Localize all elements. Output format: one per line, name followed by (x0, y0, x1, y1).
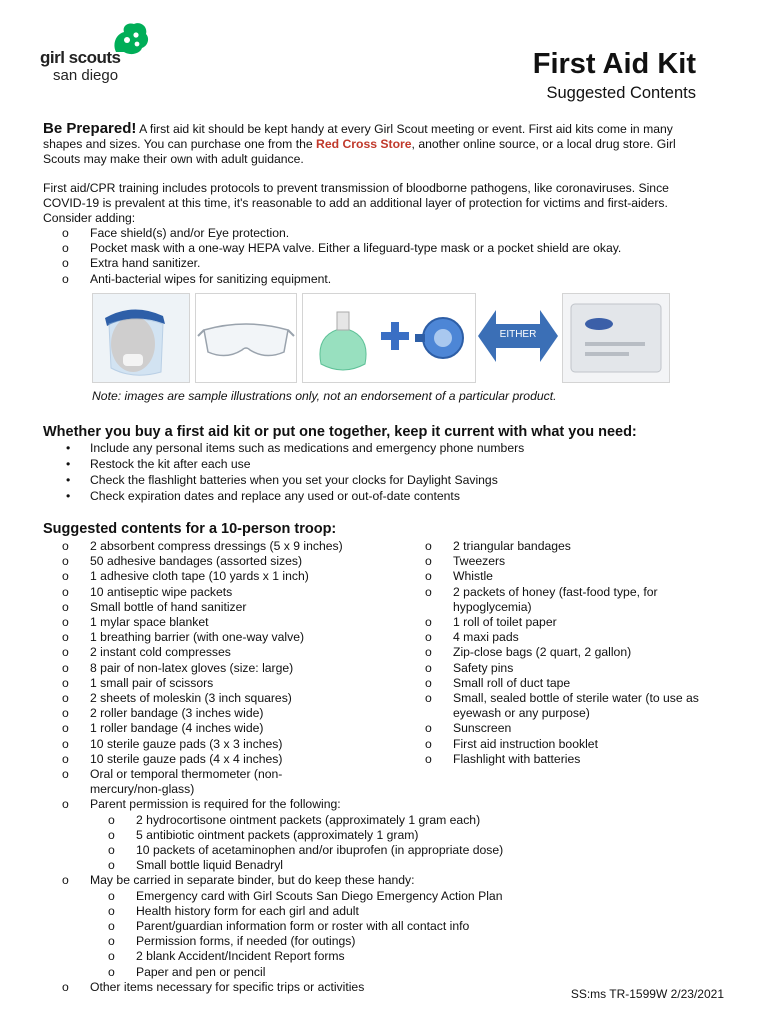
list-item: o Anti-bacterial wipes for sanitizing equipment. (62, 272, 621, 287)
permission-list (90, 813, 730, 874)
list-item: o First aid instruction booklet (425, 737, 725, 752)
list-item: o 5 antibiotic ointment packets (approximately 1 gram) (108, 828, 730, 843)
list-item: o Paper and pen or pencil (108, 965, 730, 980)
list-item: o Small roll of duct tape (425, 676, 725, 691)
page-title: First Aid Kit (532, 48, 696, 80)
list-item: • Check the flashlight batteries when you set your clocks for Daylight Savings (62, 472, 524, 488)
list-item: o 1 roller bandage (4 inches wide) (62, 721, 392, 736)
pocket-shield-icon (563, 294, 669, 382)
covid-paragraph: First aid/CPR training includes protocols to prevent transmission of bloodborne pathogens, like coronaviruses. Since COVID-19 is prevalent at this time, it's reasonable to add an additional layer of protection for victims and first-aiders. Consider adding: (43, 181, 669, 226)
covid-list (62, 226, 621, 287)
list-item: o Tweezers (425, 554, 725, 569)
list-item: o Parent/guardian information form or roster with all contact info (108, 919, 730, 934)
list-item: o 1 adhesive cloth tape (10 yards x 1 inch) (62, 569, 392, 584)
list-item: o Whistle (425, 569, 725, 584)
list-item: o 2 triangular bandages (425, 539, 725, 554)
intro-lead: Be Prepared! (43, 120, 137, 137)
logo-line-2: san diego (53, 67, 119, 84)
list-item: o 2 instant cold compresses (62, 645, 392, 660)
list-item: o Small bottle of hand sanitizer (62, 600, 392, 615)
either-label: EITHER (499, 329, 537, 340)
contents-heading: Suggested contents for a 10-person troop: (43, 521, 337, 537)
binder-list (90, 889, 730, 980)
pocket-mask-icon (303, 294, 475, 382)
image-note: Note: images are sample illustrations only, not an endorsement of a particular product. (92, 389, 557, 403)
list-item: o Small bottle liquid Benadryl (108, 858, 730, 873)
list-item: • Restock the kit after each use (62, 456, 524, 472)
binder-group (62, 873, 730, 979)
list-item: o Zip-close bags (2 quart, 2 gallon) (425, 645, 725, 660)
list-item: o 8 pair of non-latex gloves (size: large) (62, 661, 392, 676)
list-item: o Health history form for each girl and adult (108, 904, 730, 919)
list-item: o 50 adhesive bandages (assorted sizes) (62, 554, 392, 569)
list-item: o Emergency card with Girl Scouts San Diego Emergency Action Plan (108, 889, 730, 904)
list-item: o 2 packets of honey (fast-food type, for hypoglycemia) (425, 585, 673, 615)
logo-line-1: girl scouts (40, 48, 121, 67)
permission-label: Parent permission is required for the following: (90, 797, 341, 812)
page-subtitle: Suggested Contents (546, 84, 696, 102)
binder-label: May be carried in separate binder, but do keep these handy: (90, 873, 415, 888)
current-list (62, 440, 524, 504)
current-heading: Whether you buy a first aid kit or put one together, keep it current with what you need: (43, 424, 637, 440)
list-item: o 10 sterile gauze pads (3 x 3 inches) (62, 737, 392, 752)
list-item: o 4 maxi pads (425, 630, 725, 645)
intro-paragraph (43, 121, 708, 168)
red-cross-store-link[interactable]: Red Cross Store (316, 137, 412, 152)
list-item: o Other items necessary for specific trips or activities (62, 980, 730, 995)
intro-text-2: , another online source, or a local drug store. Girl Scouts may make their own with adult guidance. (43, 137, 676, 167)
list-item: o 1 mylar space blanket (62, 615, 392, 630)
list-item: o Sunscreen (425, 721, 725, 736)
list-item: o 1 breathing barrier (with one-way valve) (62, 630, 392, 645)
list-item: o 1 roll of toilet paper (425, 615, 725, 630)
list-item: o 2 absorbent compress dressings (5 x 9 inches) (62, 539, 392, 554)
either-arrow (478, 300, 558, 372)
list-item: o Permission forms, if needed (for outings) (108, 934, 730, 949)
list-item: o 2 blank Accident/Incident Report forms (108, 949, 730, 964)
permission-group (62, 797, 730, 873)
list-item: o 1 small pair of scissors (62, 676, 392, 691)
safety-glasses-icon (196, 294, 296, 382)
list-item: o 10 sterile gauze pads (4 x 4 inches) (62, 752, 392, 767)
list-item: o Flashlight with batteries (425, 752, 725, 767)
document-code: SS:ms TR-1599W 2/23/2021 (570, 987, 724, 1001)
list-item: o Extra hand sanitizer. (62, 256, 621, 271)
list-item: o Pocket mask with a one-way HEPA valve. Either a lifeguard-type mask or a pocket shield are okay. (62, 241, 621, 256)
list-item: o 10 antiseptic wipe packets (62, 585, 392, 600)
list-item: o Safety pins (425, 661, 725, 676)
list-item: o 2 roller bandage (3 inches wide) (62, 706, 392, 721)
list-item: o Face shield(s) and/or Eye protection. (62, 226, 621, 241)
list-item: o Oral or temporal thermometer (non-mercury/non-glass) (62, 767, 310, 797)
list-item: o Small, sealed bottle of sterile water (to use as eyewash or any purpose) (425, 691, 728, 721)
pocket-mask-image (302, 293, 476, 383)
face-shield-image (92, 293, 190, 383)
list-item: • Include any personal items such as medications and emergency phone numbers (62, 440, 524, 456)
list-item: o 2 hydrocortisone ointment packets (approximately 1 gram each) (108, 813, 730, 828)
intro-text-1: A first aid kit should be kept handy at every Girl Scout meeting or event. First aid kits come in many shapes and sizes. You can purchase one from the (43, 122, 673, 152)
contents-right-list (425, 539, 725, 767)
shield-kit-image (562, 293, 670, 383)
list-item: • Check expiration dates and replace any used or out-of-date contents (62, 488, 524, 504)
face-shield-icon (93, 294, 189, 382)
safety-glasses-image (195, 293, 297, 383)
list-item: o 2 sheets of moleskin (3 inch squares) (62, 691, 392, 706)
logo (38, 22, 148, 88)
list-item: o 10 packets of acetaminophen and/or ibuprofen (in appropriate dose) (108, 843, 730, 858)
